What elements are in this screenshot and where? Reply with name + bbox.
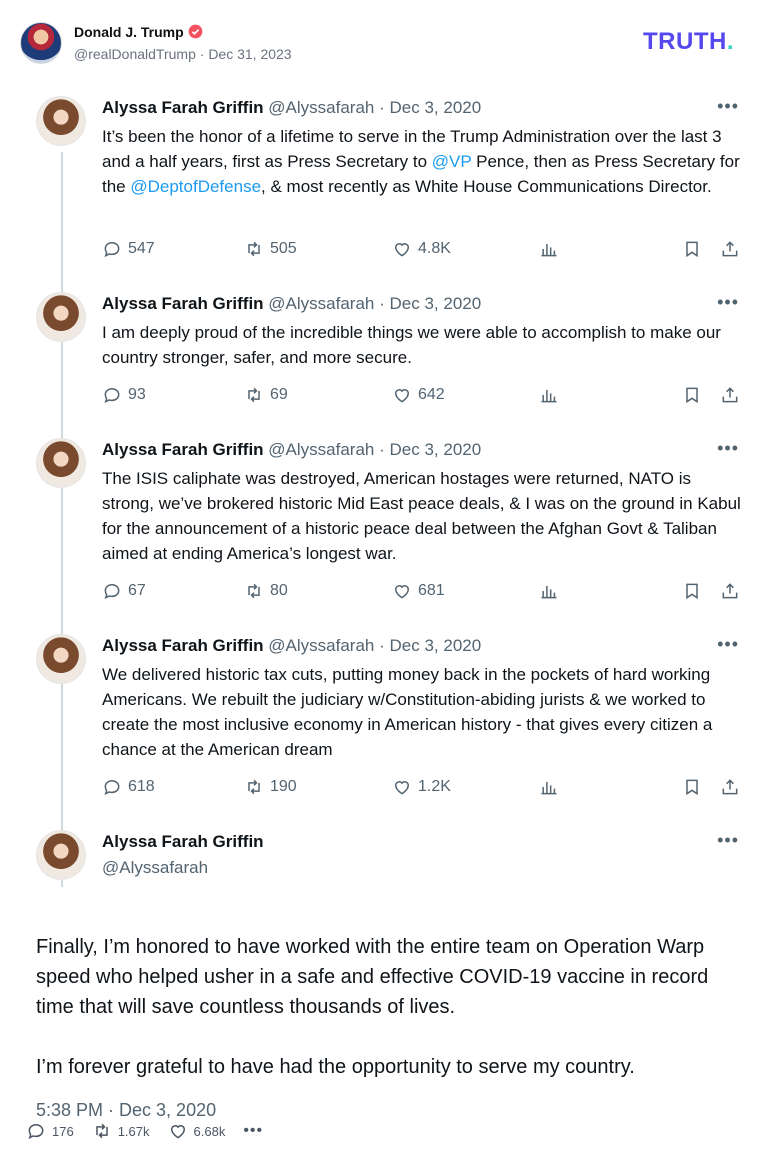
reply-action bbox=[102, 385, 146, 405]
tweet-actions bbox=[102, 777, 742, 801]
tweet-avatar bbox=[36, 96, 86, 146]
final-tweet-paragraph: Finally, I’m honored to have worked with the entire team on Operation Warp speed who helped usher in a safe and effective COVID-19 vaccine in record time that will save countless thousands of lives. bbox=[36, 936, 709, 1018]
mention-link: @DeptofDefense bbox=[130, 177, 262, 196]
tweet-avatar bbox=[36, 830, 86, 880]
mention-link: @VP bbox=[431, 152, 472, 171]
tweet-avatar bbox=[36, 438, 86, 488]
tweet-date: Dec 3, 2020 bbox=[389, 294, 482, 313]
tweet-header bbox=[102, 294, 481, 314]
retweet-count: 190 bbox=[270, 778, 297, 795]
post-date[interactable]: Dec 31, 2023 bbox=[208, 46, 292, 62]
like-icon bbox=[392, 385, 412, 405]
logo-text: TRUTH bbox=[643, 28, 727, 55]
bookmark-icon bbox=[682, 239, 702, 259]
reply-count: 547 bbox=[128, 240, 155, 257]
share-icon bbox=[720, 239, 740, 259]
tweet-header bbox=[102, 440, 481, 460]
retweet-icon bbox=[244, 777, 264, 797]
like-count: 681 bbox=[418, 582, 445, 599]
author-avatar[interactable] bbox=[20, 22, 62, 64]
tweet-actions bbox=[102, 239, 742, 263]
retweet-action bbox=[244, 581, 288, 601]
tweet-text-part: Pence, then as Press Secretary for the bbox=[102, 152, 740, 196]
retweet-icon bbox=[244, 581, 264, 601]
reply-icon bbox=[102, 385, 122, 405]
tweet-avatar bbox=[36, 292, 86, 342]
like-icon bbox=[392, 777, 412, 797]
tweet-text: We delivered historic tax cuts, putting money back in the pockets of hard working Americans. We rebuilt the judiciary w/Constitution-abiding jurists & we worked to create the most inclusive economy in American history - that gives every citizen a chance at the American dream bbox=[102, 665, 713, 759]
more-icon: ••• bbox=[717, 292, 739, 312]
post-actions bbox=[26, 1119, 263, 1143]
tweet-date: Dec 3, 2020 bbox=[389, 440, 482, 459]
tweet-separator: · bbox=[379, 636, 385, 655]
meta-separator: · bbox=[199, 46, 205, 62]
more-icon: ••• bbox=[717, 96, 739, 116]
final-tweet-text bbox=[36, 932, 736, 1112]
share-action bbox=[720, 385, 740, 405]
share-action bbox=[720, 777, 740, 797]
more-icon: ••• bbox=[717, 438, 739, 458]
tweet-text-part: It’s been the honor of a lifetime to serve in the Trump Administration over the last 3 and a half years, first as Press Secretary to bbox=[102, 127, 722, 171]
tweet-text: The ISIS caliphate was destroyed, American hostages were returned, NATO is strong, we’ve brokered historic Mid East peace deals, & I was on the ground in Kabul for the announcement of a historic peace deal between the Afghan Govt & Taliban aimed at ending America’s longest war. bbox=[102, 469, 741, 563]
reply-icon bbox=[102, 777, 122, 797]
views-action bbox=[539, 777, 559, 797]
reply-count: 176 bbox=[52, 1123, 74, 1139]
reply-action bbox=[102, 581, 146, 601]
views-action bbox=[539, 385, 559, 405]
like-count: 1.2K bbox=[418, 778, 451, 795]
embedded-tweet-thread[interactable] bbox=[20, 82, 757, 1120]
more-icon: ••• bbox=[717, 634, 739, 654]
bookmark-action bbox=[682, 777, 702, 797]
views-icon bbox=[539, 239, 559, 259]
tweet-header bbox=[102, 636, 481, 656]
verified-icon bbox=[188, 24, 203, 39]
like-icon bbox=[168, 1121, 188, 1141]
post-header bbox=[0, 0, 777, 80]
tweet-text-part: , & most recently as White House Communications Director. bbox=[261, 177, 712, 196]
retweet-icon bbox=[244, 385, 264, 405]
more-options-icon[interactable]: ••• bbox=[243, 1122, 264, 1139]
thread-tweet-4 bbox=[20, 620, 757, 816]
like-action bbox=[392, 581, 445, 601]
author-name-text[interactable]: Donald J. Trump bbox=[74, 24, 184, 40]
reply-count: 618 bbox=[128, 778, 155, 795]
final-tweet-paragraph: I’m forever grateful to have had the opportunity to serve my country. bbox=[36, 1056, 635, 1078]
thread-tweet-final bbox=[20, 816, 757, 1120]
share-icon bbox=[720, 385, 740, 405]
reply-action bbox=[102, 239, 155, 259]
reply-icon bbox=[102, 239, 122, 259]
logo-dot: . bbox=[726, 28, 734, 55]
tweet-author-handle: @Alyssafarah bbox=[268, 440, 375, 459]
bookmark-icon bbox=[682, 385, 702, 405]
views-action bbox=[539, 581, 559, 601]
bookmark-action bbox=[682, 581, 702, 601]
tweet-date: Dec 3, 2020 bbox=[389, 636, 482, 655]
share-action bbox=[720, 581, 740, 601]
like-button[interactable] bbox=[168, 1121, 226, 1141]
retruth-button[interactable] bbox=[92, 1121, 150, 1141]
tweet-text: I am deeply proud of the incredible things we were able to accomplish to make our country stronger, safer, and more secure. bbox=[102, 323, 721, 367]
share-icon bbox=[720, 777, 740, 797]
like-action bbox=[392, 239, 451, 259]
thread-tweet-2 bbox=[20, 278, 757, 424]
bookmark-action bbox=[682, 385, 702, 405]
tweet-author-name: Alyssa Farah Griffin bbox=[102, 440, 264, 459]
reply-count: 67 bbox=[128, 582, 146, 599]
share-action bbox=[720, 239, 740, 259]
tweet-header bbox=[102, 98, 481, 118]
tweet-date: Dec 3, 2020 bbox=[389, 98, 482, 117]
tweet-author-name: Alyssa Farah Griffin bbox=[102, 294, 264, 313]
tweet-author-name: Alyssa Farah Griffin bbox=[102, 636, 264, 655]
views-action bbox=[539, 239, 559, 259]
like-icon bbox=[392, 239, 412, 259]
retweet-icon bbox=[244, 239, 264, 259]
retruth-icon bbox=[92, 1121, 112, 1141]
tweet-actions bbox=[102, 385, 742, 409]
tweet-separator: · bbox=[379, 440, 385, 459]
thread-tweet-3 bbox=[20, 424, 757, 620]
bookmark-action bbox=[682, 239, 702, 259]
tweet-author-handle: @Alyssafarah bbox=[268, 294, 375, 313]
like-action bbox=[392, 777, 451, 797]
tweet-author-handle: @Alyssafarah bbox=[268, 98, 375, 117]
tweet-timestamp: 5:38 PM · Dec 3, 2020 bbox=[36, 1100, 217, 1120]
bookmark-icon bbox=[682, 777, 702, 797]
tweet-avatar bbox=[36, 634, 86, 684]
share-icon bbox=[720, 581, 740, 601]
views-icon bbox=[539, 581, 559, 601]
retweet-count: 69 bbox=[270, 386, 288, 403]
bookmark-icon bbox=[682, 581, 702, 601]
tweet-author-handle: @Alyssafarah bbox=[102, 858, 209, 877]
more-icon: ••• bbox=[717, 830, 739, 850]
retweet-count: 505 bbox=[270, 240, 297, 257]
tweet-author-name: Alyssa Farah Griffin bbox=[102, 98, 264, 117]
author-name[interactable] bbox=[74, 24, 203, 40]
tweet-separator: · bbox=[379, 98, 385, 117]
reply-count: 93 bbox=[128, 386, 146, 403]
tweet-text bbox=[102, 124, 742, 199]
tweet-author-handle: @Alyssafarah bbox=[268, 636, 375, 655]
author-handle[interactable]: @realDonaldTrump bbox=[74, 46, 196, 62]
author-meta bbox=[74, 46, 292, 62]
retweet-action bbox=[244, 239, 297, 259]
retweet-action bbox=[244, 385, 288, 405]
tweet-actions bbox=[102, 581, 742, 605]
truth-logo[interactable] bbox=[643, 28, 734, 56]
tweet-author-name: Alyssa Farah Griffin bbox=[102, 832, 264, 851]
like-count: 642 bbox=[418, 386, 445, 403]
like-action bbox=[392, 385, 445, 405]
retweet-count: 80 bbox=[270, 582, 288, 599]
retruth-count: 1.67k bbox=[117, 1123, 150, 1139]
views-icon bbox=[539, 385, 559, 405]
tweet-separator: · bbox=[379, 294, 385, 313]
views-icon bbox=[539, 777, 559, 797]
reply-icon bbox=[102, 581, 122, 601]
reply-button[interactable] bbox=[26, 1121, 74, 1141]
like-count: 6.68k bbox=[193, 1123, 226, 1139]
like-icon bbox=[392, 581, 412, 601]
like-count: 4.8K bbox=[418, 240, 451, 257]
reply-action bbox=[102, 777, 155, 797]
reply-icon bbox=[26, 1121, 46, 1141]
thread-tweet-1 bbox=[20, 82, 757, 278]
retweet-action bbox=[244, 777, 297, 797]
